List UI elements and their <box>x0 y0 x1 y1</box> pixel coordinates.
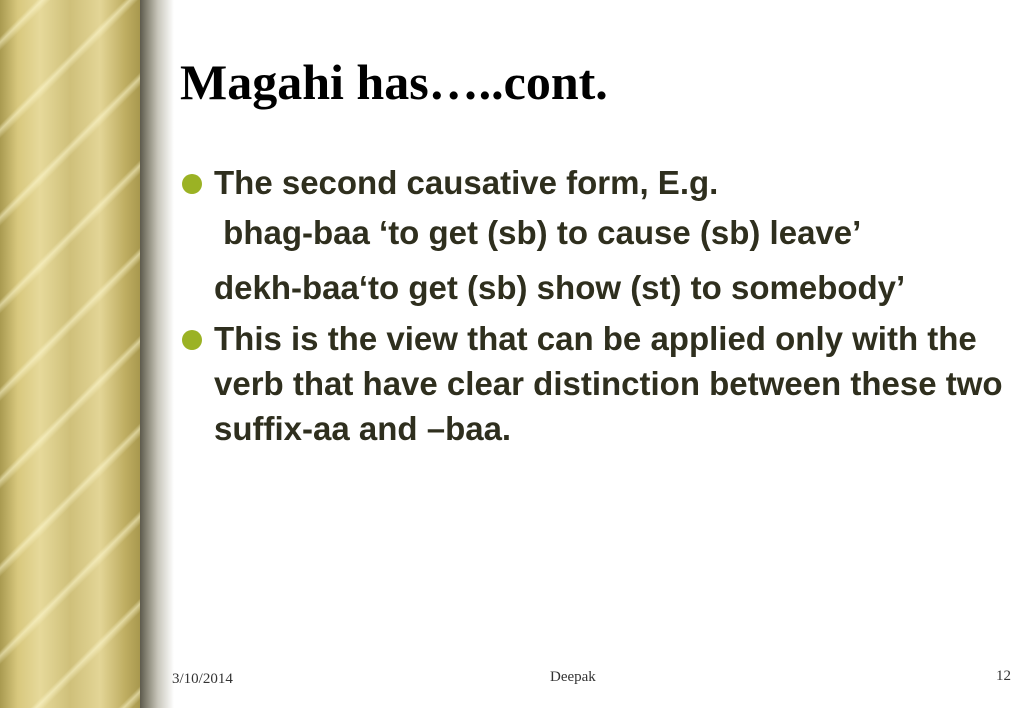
footer-page-number: 12 <box>996 668 1011 684</box>
example-dekh-baa: dekh-baa‘to get (sb) show (st) to somebody’ <box>214 269 906 306</box>
bullet-dot-icon <box>182 330 202 350</box>
bullet-text: The second causative form, E.g. <box>214 164 719 201</box>
decorative-side-band <box>0 0 140 708</box>
bullet-text: This is the view that can be applied only with the verb that have clear distinction between these two suffix-aa and –baa. <box>214 320 1003 447</box>
footer-author: Deepak <box>550 669 596 685</box>
footer-date: 3/10/2014 <box>172 671 233 687</box>
side-band-shadow <box>140 0 174 708</box>
example-bhag-baa: bhag-baa ‘to get (sb) to cause (sb) leave’ <box>214 214 862 251</box>
bullet-item <box>182 316 1012 451</box>
bullet-item <box>182 160 1012 205</box>
slide-title: Magahi has…..cont. <box>180 54 608 110</box>
slide-body <box>182 160 1012 451</box>
bullet-dot-icon <box>182 174 202 194</box>
